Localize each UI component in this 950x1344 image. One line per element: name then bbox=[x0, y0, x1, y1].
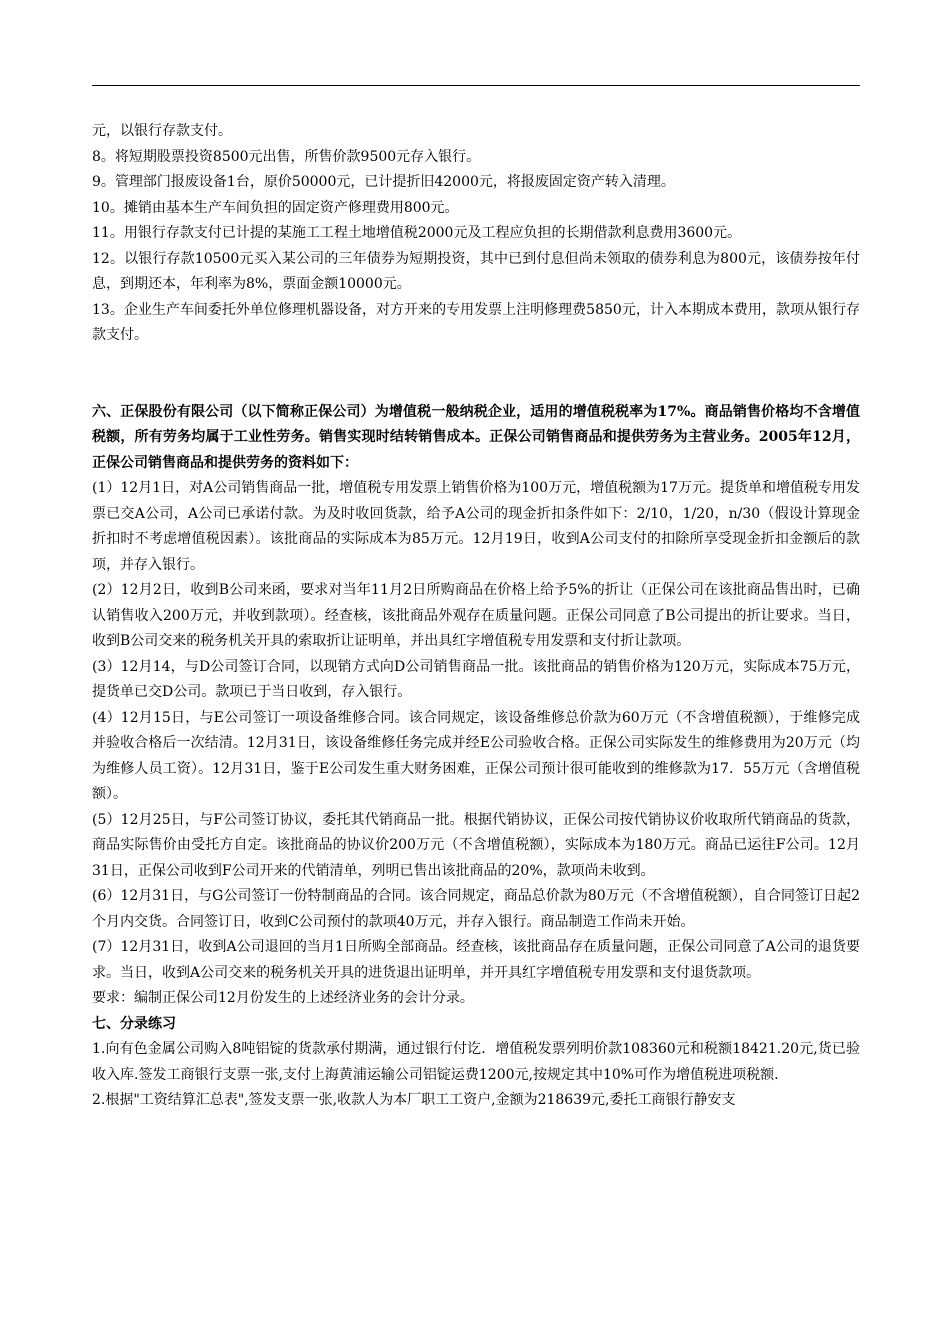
header-rule bbox=[92, 85, 860, 86]
section6-item-2: (2）12月2日，收到B公司来函，要求对当年11月2日所购商品在价格上给予5%的折让（正保公司在该批商品售出时，已确认销售收入200万元，并收到款项）。经查核，该批商品外观存在质量问题。正保公司同意了B公司提出的折让要求。当日，收到B公司交来的税务机关开具的索取折让证明单，并出具红字增值税专用发票和支付折让款项。 bbox=[92, 582, 860, 649]
section5-item-8: 8。将短期股票投资8500元出售，所售价款9500元存入银行。 bbox=[92, 148, 481, 165]
section5-item-13: 13。企业生产车间委托外单位修理机器设备，对方开来的专用发票上注明修理费5850元，计入本期成本费用，款项从银行存款支付。 bbox=[92, 301, 860, 343]
section6-item-4: (4）12月15日，与E公司签订一项设备维修合同。该合同规定，该设备维修总价款为60万元（不含增值税额），于维修完成并验收合格后一次结清。12月31日，该设备维修任务完成并经E公司验收合格。正保公司实际发生的维修费用为20万元（均为维修人员工资）。12月31日，鉴于E公司发生重大财务困难，正保公司预计很可能收到的维修款为17．55万元（含增值税额）。 bbox=[92, 709, 860, 802]
section6-item-7: (7）12月31日，收到A公司退回的当月1日所购全部商品。经查核，该批商品存在质量问题，正保公司同意了A公司的退货要求。当日，收到A公司交来的税务机关开具的进货退出证明单，并开具红字增值税专用发票和支付退货款项。 bbox=[92, 939, 860, 981]
section6-heading: 六、正保股份有限公司（以下简称正保公司）为增值税一般纳税企业，适用的增值税税率为17%。商品销售价格均不含增值税额，所有劳务均属于工业性劳务。销售实现时结转销售成本。正保公司销售商品和提供劳务为主营业务。2005年12月，正保公司销售商品和提供劳务的资料如下： bbox=[92, 403, 860, 471]
section-spacer bbox=[92, 349, 860, 400]
section6-item-6: (6）12月31日，与G公司签订一份特制商品的合同。该合同规定，商品总价款为80万元（不含增值税额），自合同签订日起2个月内交货。合同签订日，收到C公司预付的款项40万元，并存入银行。商品制造工作尚未开始。 bbox=[92, 888, 860, 930]
section7-item-1: 1.向有色金属公司购入8吨铝锭的货款承付期满，通过银行付讫．增值税发票列明价款108360元和税额18421.20元,货已验收入库.签发工商银行支票一张,支付上海黄浦运输公司铝锭运费1200元,按规定其中10%可作为增值税进项税额. bbox=[92, 1041, 860, 1083]
section7-item-2: 2.根据"工资结算汇总表",签发支票一张,收款人为本厂职工工资户,金额为218639元,委托工商银行静安支 bbox=[92, 1092, 736, 1108]
section5-item-10: 10。摊销由基本生产车间负担的固定资产修理费用800元。 bbox=[92, 199, 459, 216]
section6-item-3: (3）12月14，与D公司签订合同，以现销方式向D公司销售商品一批。该批商品的销售价格为120万元，实际成本75万元，提货单已交D公司。款项已于当日收到，存入银行。 bbox=[92, 658, 860, 700]
section5-item-12: 12。以银行存款10500元买入某公司的三年债券为短期投资，其中已到付息但尚未领取的债券利息为800元，该债券按年付息，到期还本，年利率为8%，票面金额10000元。 bbox=[92, 250, 860, 292]
document-body bbox=[92, 119, 860, 1114]
section7-heading: 七、分录练习 bbox=[92, 1015, 176, 1032]
section5-item-11: 11。用银行存款支付已计提的某施工工程土地增值税2000元及工程应负担的长期借款利息费用3600元。 bbox=[92, 225, 742, 241]
section5-item-9: 9。管理部门报废设备1台，原价50000元，已计提折旧42000元，将报废固定资产转入清理。 bbox=[92, 174, 675, 190]
section6-item-5: (5）12月25日，与F公司签订协议，委托其代销商品一批。根据代销协议，正保公司按代销协议价收取所代销商品的货款，商品实际售价由受托方自定。该批商品的协议价200万元（不含增值税额），实际成本为180万元。商品已运往F公司。12月31日，正保公司收到F公司开来的代销清单，列明已售出该批商品的20%，款项尚未收到。 bbox=[92, 811, 860, 879]
section6-requirement: 要求：编制正保公司12月份发生的上述经济业务的会计分录。 bbox=[92, 990, 474, 1006]
section5-continuation: 元，以银行存款支付。 bbox=[92, 123, 232, 139]
section6-item-1: (1）12月1日，对A公司销售商品一批，增值税专用发票上销售价格为100万元，增值税额为17万元。提货单和增值税专用发票已交A公司，A公司已承诺付款。为及时收回货款，给予A公司的现金折扣条件如下：2/10，1/20，n/30（假设计算现金折扣时不考虑增值税因素）。该批商品的实际成本为85万元。12月19日，收到A公司支付的扣除所享受现金折扣金额后的款项，并存入银行。 bbox=[92, 480, 860, 573]
